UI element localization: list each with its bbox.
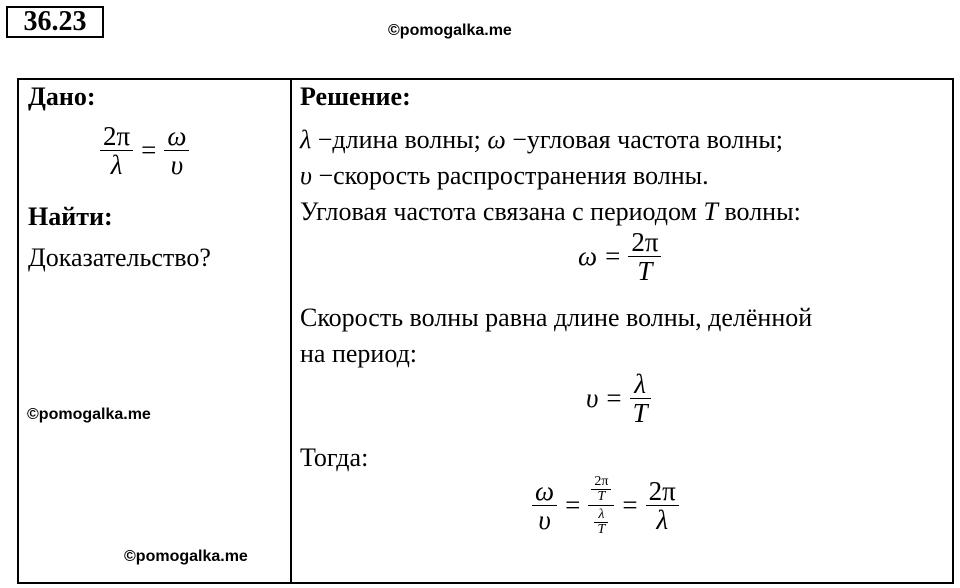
fraction-numerator: ω xyxy=(167,121,187,151)
fraction-numerator: ω xyxy=(535,475,555,506)
fraction-numerator: 2π xyxy=(631,227,659,257)
fraction-numerator: λ xyxy=(634,369,646,399)
solution-line-4: Скорость волны равна длине волны, делённой xyxy=(300,303,813,332)
fraction-denominator: T xyxy=(597,522,606,538)
text-run: Угловая частота связана с периодом xyxy=(300,197,704,226)
fraction-denominator: υ xyxy=(538,504,551,535)
solution-line-2 xyxy=(300,161,709,191)
lambda-symbol: λ xyxy=(300,125,312,154)
watermark-bottom: ©pomogalka.me xyxy=(124,548,248,565)
equals-sign: = xyxy=(141,135,157,166)
period-symbol: T xyxy=(703,197,718,226)
fraction-numerator: 2π xyxy=(594,473,609,489)
compound-denominator xyxy=(591,506,611,538)
watermark-left: ©pomogalka.me xyxy=(27,406,151,423)
formula-fraction xyxy=(628,228,661,286)
given-left-fraction xyxy=(100,122,133,180)
formula-angular-frequency xyxy=(578,228,661,286)
problem-number: 36.23 xyxy=(6,6,104,38)
solution-line-1 xyxy=(300,125,783,155)
solution-line-3 xyxy=(300,197,801,227)
fraction-denominator: T xyxy=(597,489,606,505)
omega-symbol: ω xyxy=(487,125,506,154)
equals-sign: = xyxy=(565,489,581,520)
fraction-denominator: λ xyxy=(110,150,123,181)
fraction-denominator: λ xyxy=(656,504,669,535)
text-run: −длина волны; xyxy=(311,125,488,154)
text-run: −угловая частота волны; xyxy=(505,125,784,154)
watermark-top: ©pomogalka.me xyxy=(388,22,512,39)
fraction-numerator: 2π xyxy=(103,121,131,151)
text-run: волны: xyxy=(717,197,801,226)
inner-fraction xyxy=(594,508,608,538)
given-heading: Дано: xyxy=(28,82,96,111)
formula-fraction-c xyxy=(646,477,679,535)
formula-wave-speed xyxy=(586,370,651,428)
given-formula xyxy=(100,122,189,180)
fraction-numerator: 2π xyxy=(648,475,676,506)
formula-fraction-a xyxy=(532,477,557,535)
fraction-denominator: T xyxy=(637,256,653,287)
formula-compound-fraction xyxy=(588,473,614,538)
formula-final xyxy=(532,473,679,538)
formula-fraction xyxy=(630,370,651,428)
formula-lhs: υ xyxy=(586,383,599,414)
equals-sign: = xyxy=(622,489,638,520)
fraction-numerator: λ xyxy=(598,506,605,522)
solution-heading: Решение: xyxy=(300,82,411,111)
fraction-denominator: υ xyxy=(170,150,184,181)
upsilon-symbol: υ xyxy=(300,161,312,190)
equals-sign: = xyxy=(606,383,622,414)
find-value: Доказательство? xyxy=(28,243,211,272)
column-divider xyxy=(290,78,292,584)
equals-sign: = xyxy=(605,241,621,272)
solution-line-5: на период: xyxy=(300,339,418,368)
inner-fraction xyxy=(591,475,611,505)
compound-numerator xyxy=(588,473,614,505)
solution-line-6: Тогда: xyxy=(300,443,369,472)
formula-lhs: ω xyxy=(578,241,598,272)
find-heading: Найти: xyxy=(28,202,113,231)
given-right-fraction xyxy=(164,122,189,180)
text-run: −скорость распространения волны. xyxy=(311,161,709,190)
fraction-denominator: T xyxy=(632,398,648,429)
